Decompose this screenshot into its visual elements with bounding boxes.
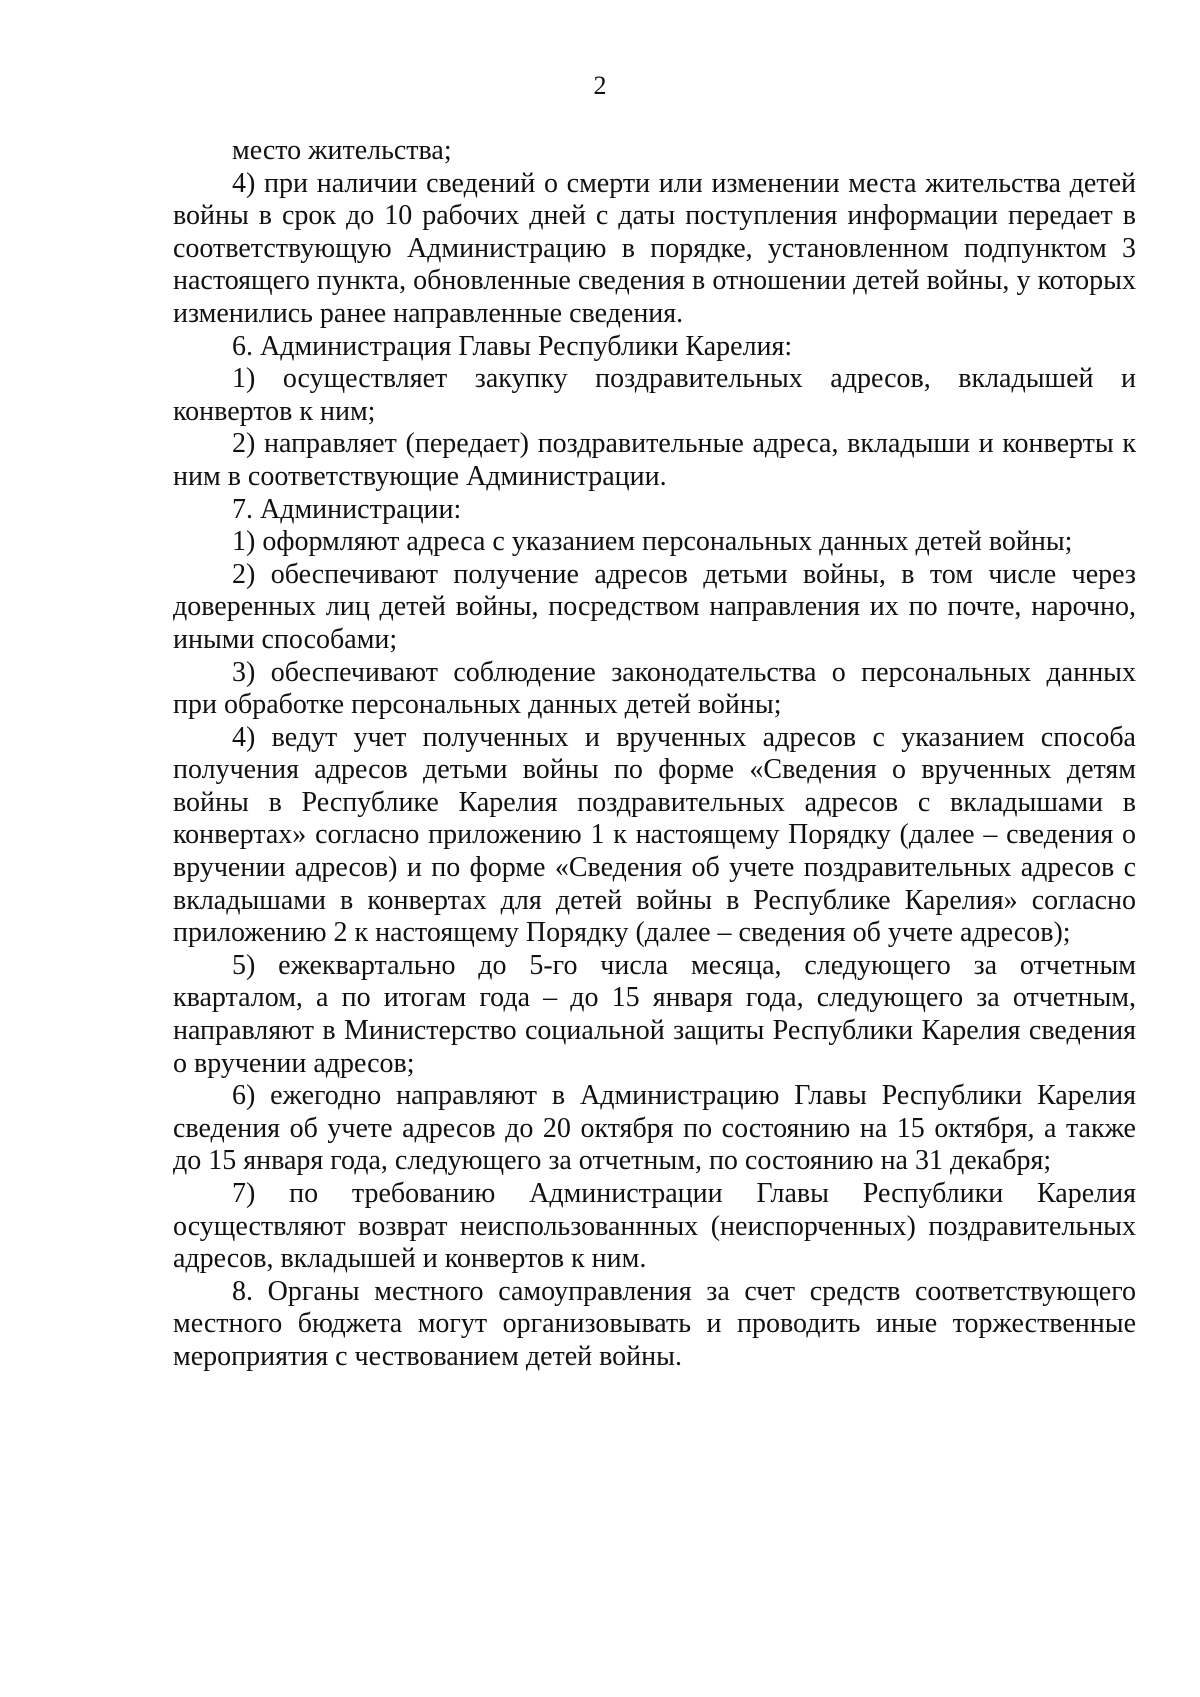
paragraph-item-7-sub-3: 3) обеспечивают соблюдение законодательства о персональных данных при обработке персональных данных детей войны; <box>173 656 1136 721</box>
paragraph-item-7-sub-6: 6) ежегодно направляют в Администрацию Главы Республики Карелия сведения об учете адресов до 20 октября по состоянию на 15 октября, а также до 15 января года, следующего за отчетным, по состоянию на 31 декабря; <box>173 1080 1136 1177</box>
paragraph-item-8: 8. Органы местного самоуправления за счет средств соответствующего местного бюджета могут организовывать и проводить иные торжественные мероприятия с чествованием детей войны. <box>173 1275 1136 1372</box>
paragraph-item-7-sub-1: 1) оформляют адреса с указанием персональных данных детей войны; <box>232 526 1073 558</box>
paragraph-item-6-sub-2: 2) направляет (передает) поздравительные адреса, вкладыши и конверты к ним в соответствующие Администрации. <box>173 428 1136 492</box>
paragraph-item-7-sub-2: 2) обеспечивают получение адресов детьми войны, в том числе через доверенных лиц детей войны, посредством направления их по почте, нарочно, иными способами; <box>173 558 1136 655</box>
paragraph-subitem-4: 4) при наличии сведений о смерти или изменении места жительства детей войны в срок до 10 рабочих дней с даты поступления информации передает в соответствующую Администрацию в порядке, установленном подпунктом 3 настоящего пункта, обновленные сведения в отношении детей войны, у которых изменились ранее направленные сведения. <box>173 167 1136 329</box>
paragraph-continuation: место жительства; <box>232 135 452 166</box>
paragraph-item-6-sub-1: 1) осуществляет закупку поздравительных адресов, вкладышей и конвертов к ним; <box>173 363 1136 427</box>
paragraph-item-7: 7. Администрации: <box>232 493 462 525</box>
paragraph-item-7-sub-4: 4) ведут учет полученных и врученных адресов с указанием способа получения адресов детьми войны по форме «Сведения о врученных детям войны в Республике Карелия поздравительных адресов с вкладышами в конвертах» согласно приложению 1 к настоящему Порядку (далее – сведения о вручении адресов) и по форме «Сведения об учете поздравительных адресов с вкладышами в конвертах для детей войны в Республике Карелия» согласно приложению 2 к настоящему Порядку (далее – сведения об учете адресов); <box>173 721 1136 949</box>
paragraph-item-7-sub-7: 7) по требованию Администрации Главы Республики Карелия осуществляют возврат неиспользованнных (неиспорченных) поздравительных адресов, вкладышей и конвертов к ним. <box>173 1178 1136 1275</box>
page-number: 2 <box>593 71 607 100</box>
document-body <box>173 135 1136 1374</box>
paragraph-item-7-sub-5: 5) ежеквартально до 5-го числа месяца, следующего за отчетным кварталом, а по итогам года – до 15 января года, следующего за отчетным, направляют в Министерство социальной защиты Республики Карелия сведения о вручении адресов; <box>173 949 1136 1079</box>
paragraph-item-6: 6. Администрация Главы Республики Карелия: <box>232 330 793 362</box>
